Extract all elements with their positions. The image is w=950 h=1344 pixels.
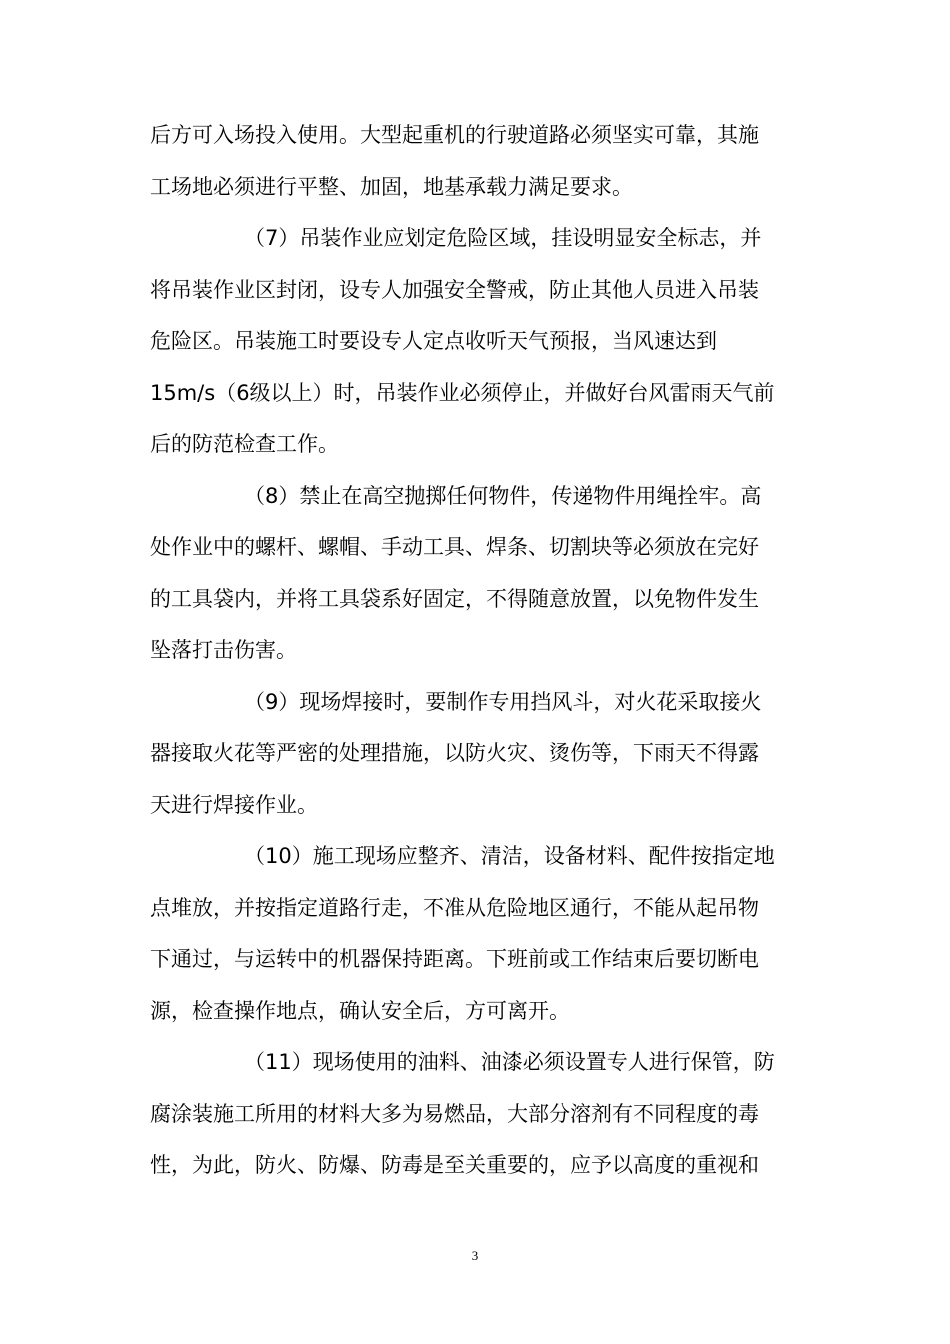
text-line: 后的防范检查工作。 [150, 432, 339, 456]
text-line: 工场地必须进行平整、加固，地基承载力满足要求。 [150, 174, 633, 199]
text-line: 15m/s（6级以上）时，吊装作业必须停止，并做好台风雷雨天气前 [150, 380, 775, 405]
text-line: 坠落打击伤害。 [150, 638, 297, 662]
paragraph-7-start: （7）吊装作业应划定危险区域，挂设明显安全标志，并 [244, 226, 762, 250]
text-line: 处作业中的螺杆、螺帽、手动工具、焊条、切割块等必须放在完好 [150, 535, 759, 559]
paragraph-8-start: （8）禁止在高空抛掷任何物件，传递物件用绳拴牢。高 [244, 483, 762, 508]
text-line: 源，检查操作地点，确认安全后，方可离开。 [150, 998, 570, 1023]
text-line: 的工具袋内，并将工具袋系好固定，不得随意放置，以免物件发生 [150, 586, 759, 611]
text-line: 后方可入场投入使用。大型起重机的行驶道路必须坚实可靠，其施 [150, 123, 759, 147]
paragraph-10-start: （10）施工现场应整齐、清洁，设备材料、配件按指定地 [244, 844, 775, 868]
text-line: 性，为此，防火、防爆、防毒是至关重要的，应予以高度的重视和 [150, 1153, 759, 1177]
text-line: 腐涂装施工所用的材料大多为易燃品，大部分溶剂有不同程度的毒 [150, 1101, 759, 1126]
paragraph-11-start: （11）现场使用的油料、油漆必须设置专人进行保管，防 [244, 1050, 775, 1074]
paragraph-9-start: （9）现场焊接时，要制作专用挡风斗，对火花采取接火 [244, 689, 762, 714]
page-number: 3 [471, 1248, 479, 1263]
text-line: 点堆放，并按指定道路行走，不准从危险地区通行，不能从起吊物 [150, 895, 759, 920]
text-line: 危险区。吊装施工时要设专人定点收听天气预报，当风速达到 [150, 329, 717, 353]
body-text [150, 110, 800, 1192]
text-line: 下通过，与运转中的机器保持距离。下班前或工作结束后要切断电 [150, 947, 759, 971]
text-line: 天进行焊接作业。 [150, 792, 318, 817]
text-line: 器接取火花等严密的处理措施，以防火灾、烫伤等，下雨天不得露 [150, 741, 759, 765]
text-line: 将吊装作业区封闭，设专人加强安全警戒，防止其他人员进入吊装 [150, 277, 759, 302]
